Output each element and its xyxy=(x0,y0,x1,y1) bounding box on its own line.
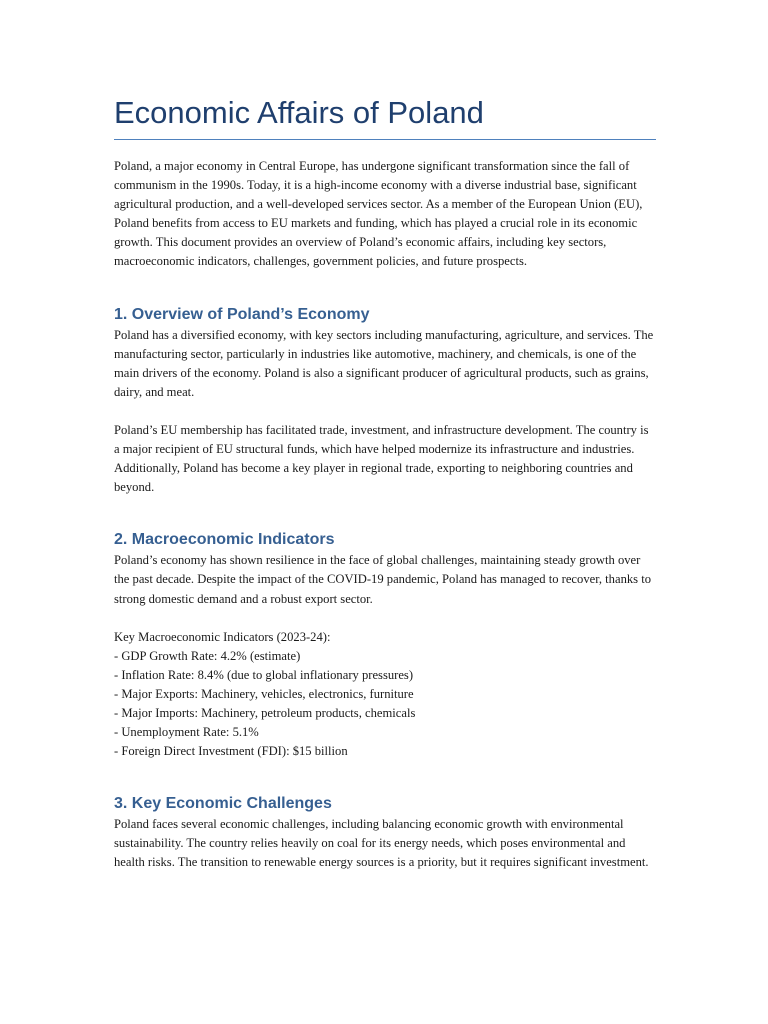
intro-paragraph: Poland, a major economy in Central Europe, has undergone significant transformation since the fall of communism in the 1990s. Today, it is a high-income economy with a diverse industrial base, significant agricultural production, and a well-developed services sector. As a member of the European Union (EU), Poland benefits from access to EU markets and funding, which has played a crucial role in its economic growth. This document provides an overview of Poland’s economic affairs, including key sectors, macroeconomic indicators, challenges, government policies, and future prospects. xyxy=(114,159,643,269)
section-heading-overview: 1. Overview of Poland’s Economy xyxy=(114,305,370,323)
overview-paragraph-1: Poland has a diversified economy, with key sectors including manufacturing, agriculture, and services. The manufacturing sector, particularly in industries like automotive, machinery, and chemicals, is one of the main drivers of the economy. Poland is also a significant producer of agricultural products, such as grains, dairy, and meat. xyxy=(114,327,654,399)
overview-paragraph-2: Poland’s EU membership has facilitated trade, investment, and infrastructure development. The country is a major recipient of EU structural funds, which have helped modernize its infrastructure and industries. Additionally, Poland has become a key player in regional trade, exporting to neighboring countries and beyond. xyxy=(114,422,649,495)
document-page xyxy=(114,0,656,873)
indicator-item: - Inflation Rate: 8.4% (due to global inflationary pressures) xyxy=(114,667,414,682)
section-heading-macroeconomic: 2. Macroeconomic Indicators xyxy=(114,531,335,549)
section-heading-challenges: 3. Key Economic Challenges xyxy=(114,795,332,813)
document-title: Economic Affairs of Poland xyxy=(114,93,656,140)
indicator-item: - Major Imports: Machinery, petroleum products, chemicals xyxy=(114,705,416,720)
indicators-list xyxy=(114,647,656,762)
challenges-paragraph-1: Poland faces several economic challenges, including balancing economic growth with environmental sustainability. The country relies heavily on coal for its energy needs, which poses environmental and health risks. The transition to renewable energy sources is a priority, but it requires significant investment. xyxy=(114,817,649,870)
indicators-title: Key Macroeconomic Indicators (2023-24): xyxy=(114,629,331,644)
indicator-item: - Foreign Direct Investment (FDI): $15 billion xyxy=(114,744,348,759)
indicator-item: - Unemployment Rate: 5.1% xyxy=(114,725,259,740)
macroeconomic-paragraph-1: Poland’s economy has shown resilience in the face of global challenges, maintaining steady growth over the past decade. Despite the impact of the COVID-19 pandemic, Poland has managed to recover, thanks to strong domestic demand and a robust export sector. xyxy=(114,553,652,606)
indicator-item: - Major Exports: Machinery, vehicles, electronics, furniture xyxy=(114,686,414,701)
indicator-item: - GDP Growth Rate: 4.2% (estimate) xyxy=(114,648,301,663)
